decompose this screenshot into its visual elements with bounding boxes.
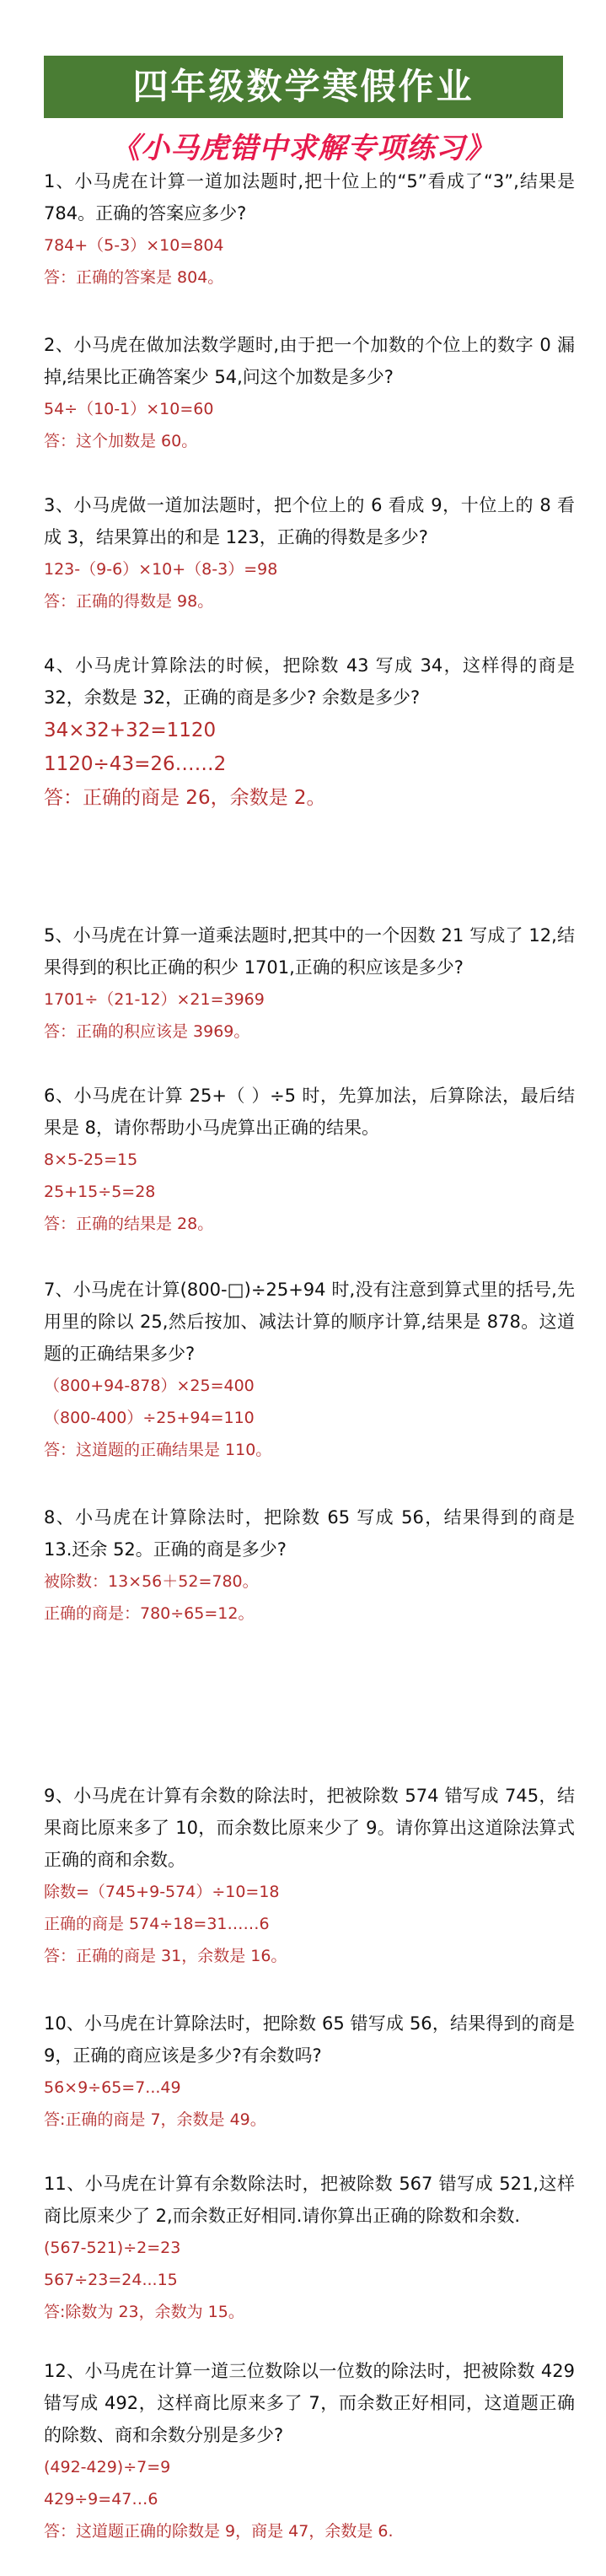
problem-11	[44, 2168, 575, 2328]
problem-2	[44, 329, 575, 457]
problem-5	[44, 919, 575, 1048]
problem-8-question: 8、小马虎在计算除法时，把除数 65 写成 56，结果得到的商是 13.还余 52。正确的商是多少?	[44, 1507, 575, 1560]
problem-11-answer-line-2: 567÷23=24...15	[44, 2271, 178, 2289]
problem-8	[44, 1501, 575, 1630]
problem-12-question: 12、小马虎在计算一道三位数除以一位数的除法时，把被除数 429 错写成 492，这样商比原来多了 7，而余数正好相同，这道题正确的除数、商和余数分别是多少?	[44, 2361, 575, 2445]
problem-9-answer-line-1: 除数=（745+9-574）÷10=18	[44, 1883, 280, 1901]
problem-10-answer-line-2: 答:正确的商是 7，余数是 49。	[44, 2110, 266, 2129]
problem-4-answer-line-2: 1120÷43=26……2	[44, 753, 227, 775]
problem-12-answer-line-3: 答：这道题正确的除数是 9，商是 47，余数是 6.	[44, 2522, 394, 2541]
problem-8-answer-line-1: 被除数：13×56＋52=780。	[44, 1572, 259, 1591]
problem-7-question: 7、小马虎在计算(800-□)÷25+94 时,没有注意到算式里的括号,先用里的除以 25,然后按加、减法计算的顺序计算,结果是 878。这道题的正确结果多少?	[44, 1280, 575, 1364]
problem-2-answer-line-2: 答：这个加数是 60。	[44, 432, 198, 450]
problem-9-answer-line-2: 正确的商是 574÷18=31……6	[44, 1915, 270, 1933]
problem-1	[44, 165, 575, 294]
page-title: 四年级数学寒假作业	[44, 56, 563, 118]
problem-11-answer-line-3: 答:除数为 23，余数为 15。	[44, 2303, 244, 2321]
problem-6-answer-line-2: 25+15÷5=28	[44, 1183, 156, 1201]
problem-7-answer-line-1: （800+94-878）×25=400	[44, 1377, 255, 1395]
problem-6-answer-line-3: 答：正确的结果是 28。	[44, 1215, 214, 1233]
problem-7-answer-line-2: （800-400）÷25+94=110	[44, 1409, 255, 1427]
problem-4-answer-line-3: 答：正确的商是 26，余数是 2。	[44, 787, 326, 809]
problem-6-question: 6、小马虎在计算 25+（ ）÷5 时，先算加法，后算除法，最后结果是 8，请你帮助小马虎算出正确的结果。	[44, 1086, 575, 1138]
problem-11-answer-line-1: (567-521)÷2=23	[44, 2239, 181, 2257]
problem-12-answer-line-1: (492-429)÷7=9	[44, 2458, 171, 2476]
problem-1-answer-line-1: 784+（5-3）×10=804	[44, 236, 224, 255]
problem-7-answer-line-3: 答：这道题的正确结果是 110。	[44, 1441, 272, 1459]
problem-4	[44, 649, 575, 815]
problem-12-answer-line-2: 429÷9=47…6	[44, 2490, 158, 2509]
problem-9-question: 9、小马虎在计算有余数的除法时，把被除数 574 错写成 745，结果商比原来多了 10，而余数比原来少了 9。请你算出这道除法算式正确的商和余数。	[44, 1786, 575, 1870]
problem-5-answer-line-2: 答：正确的积应该是 3969。	[44, 1022, 250, 1041]
problem-2-answer-line-1: 54÷（10-1）×10=60	[44, 400, 214, 418]
problem-1-answer-line-2: 答：正确的答案是 804。	[44, 268, 224, 287]
problem-10-answer-line-1: 56×9÷65=7...49	[44, 2078, 181, 2097]
problem-8-answer-line-2: 正确的商是：780÷65=12。	[44, 1604, 255, 1623]
problem-2-question: 2、小马虎在做加法数学题时,由于把一个加数的个位上的数字 0 漏掉,结果比正确答案少 54,问这个加数是多少?	[44, 335, 575, 387]
problem-5-answer-line-1: 1701÷（21-12）×21=3969	[44, 990, 265, 1009]
problem-11-question: 11、小马虎在计算有余数除法时，把被除数 567 错写成 521,这样商比原来少了 2,而余数正好相同.请你算出正确的除数和余数.	[44, 2174, 575, 2226]
problem-10	[44, 2007, 575, 2136]
problem-3-question: 3、小马虎做一道加法题时，把个位上的 6 看成 9，十位上的 8 看成 3，结果算出的和是 123，正确的得数是多少?	[44, 495, 575, 547]
problem-9	[44, 1780, 575, 1972]
problem-3-answer-line-2: 答：正确的得数是 98。	[44, 592, 214, 611]
problem-12	[44, 2355, 575, 2547]
problem-9-answer-line-3: 答：正确的商是 31，余数是 16。	[44, 1947, 287, 1965]
problem-4-question: 4、小马虎计算除法的时候，把除数 43 写成 34，这样得的商是 32，余数是 32，正确的商是多少? 余数是多少?	[44, 655, 575, 708]
problem-3-answer-line-1: 123-（9-6）×10+（8-3）=98	[44, 560, 278, 579]
problem-6-answer-line-1: 8×5-25=15	[44, 1151, 138, 1169]
problem-6	[44, 1080, 575, 1240]
problem-7	[44, 1274, 575, 1466]
problem-3	[44, 489, 575, 617]
problem-4-answer-line-1: 34×32+32=1120	[44, 719, 217, 741]
page-subtitle: 《小马虎错中求解专项练习》	[111, 132, 495, 165]
problem-1-question: 1、小马虎在计算一道加法题时,把十位上的“5”看成了“3”,结果是 784。正确的答案应多少?	[44, 171, 575, 224]
problem-5-question: 5、小马虎在计算一道乘法题时,把其中的一个因数 21 写成了 12,结果得到的积比正确的积少 1701,正确的积应该是多少?	[44, 925, 575, 978]
problem-10-question: 10、小马虎在计算除法时，把除数 65 错写成 56，结果得到的商是 9，正确的商应该是多少?有余数吗?	[44, 2013, 575, 2066]
